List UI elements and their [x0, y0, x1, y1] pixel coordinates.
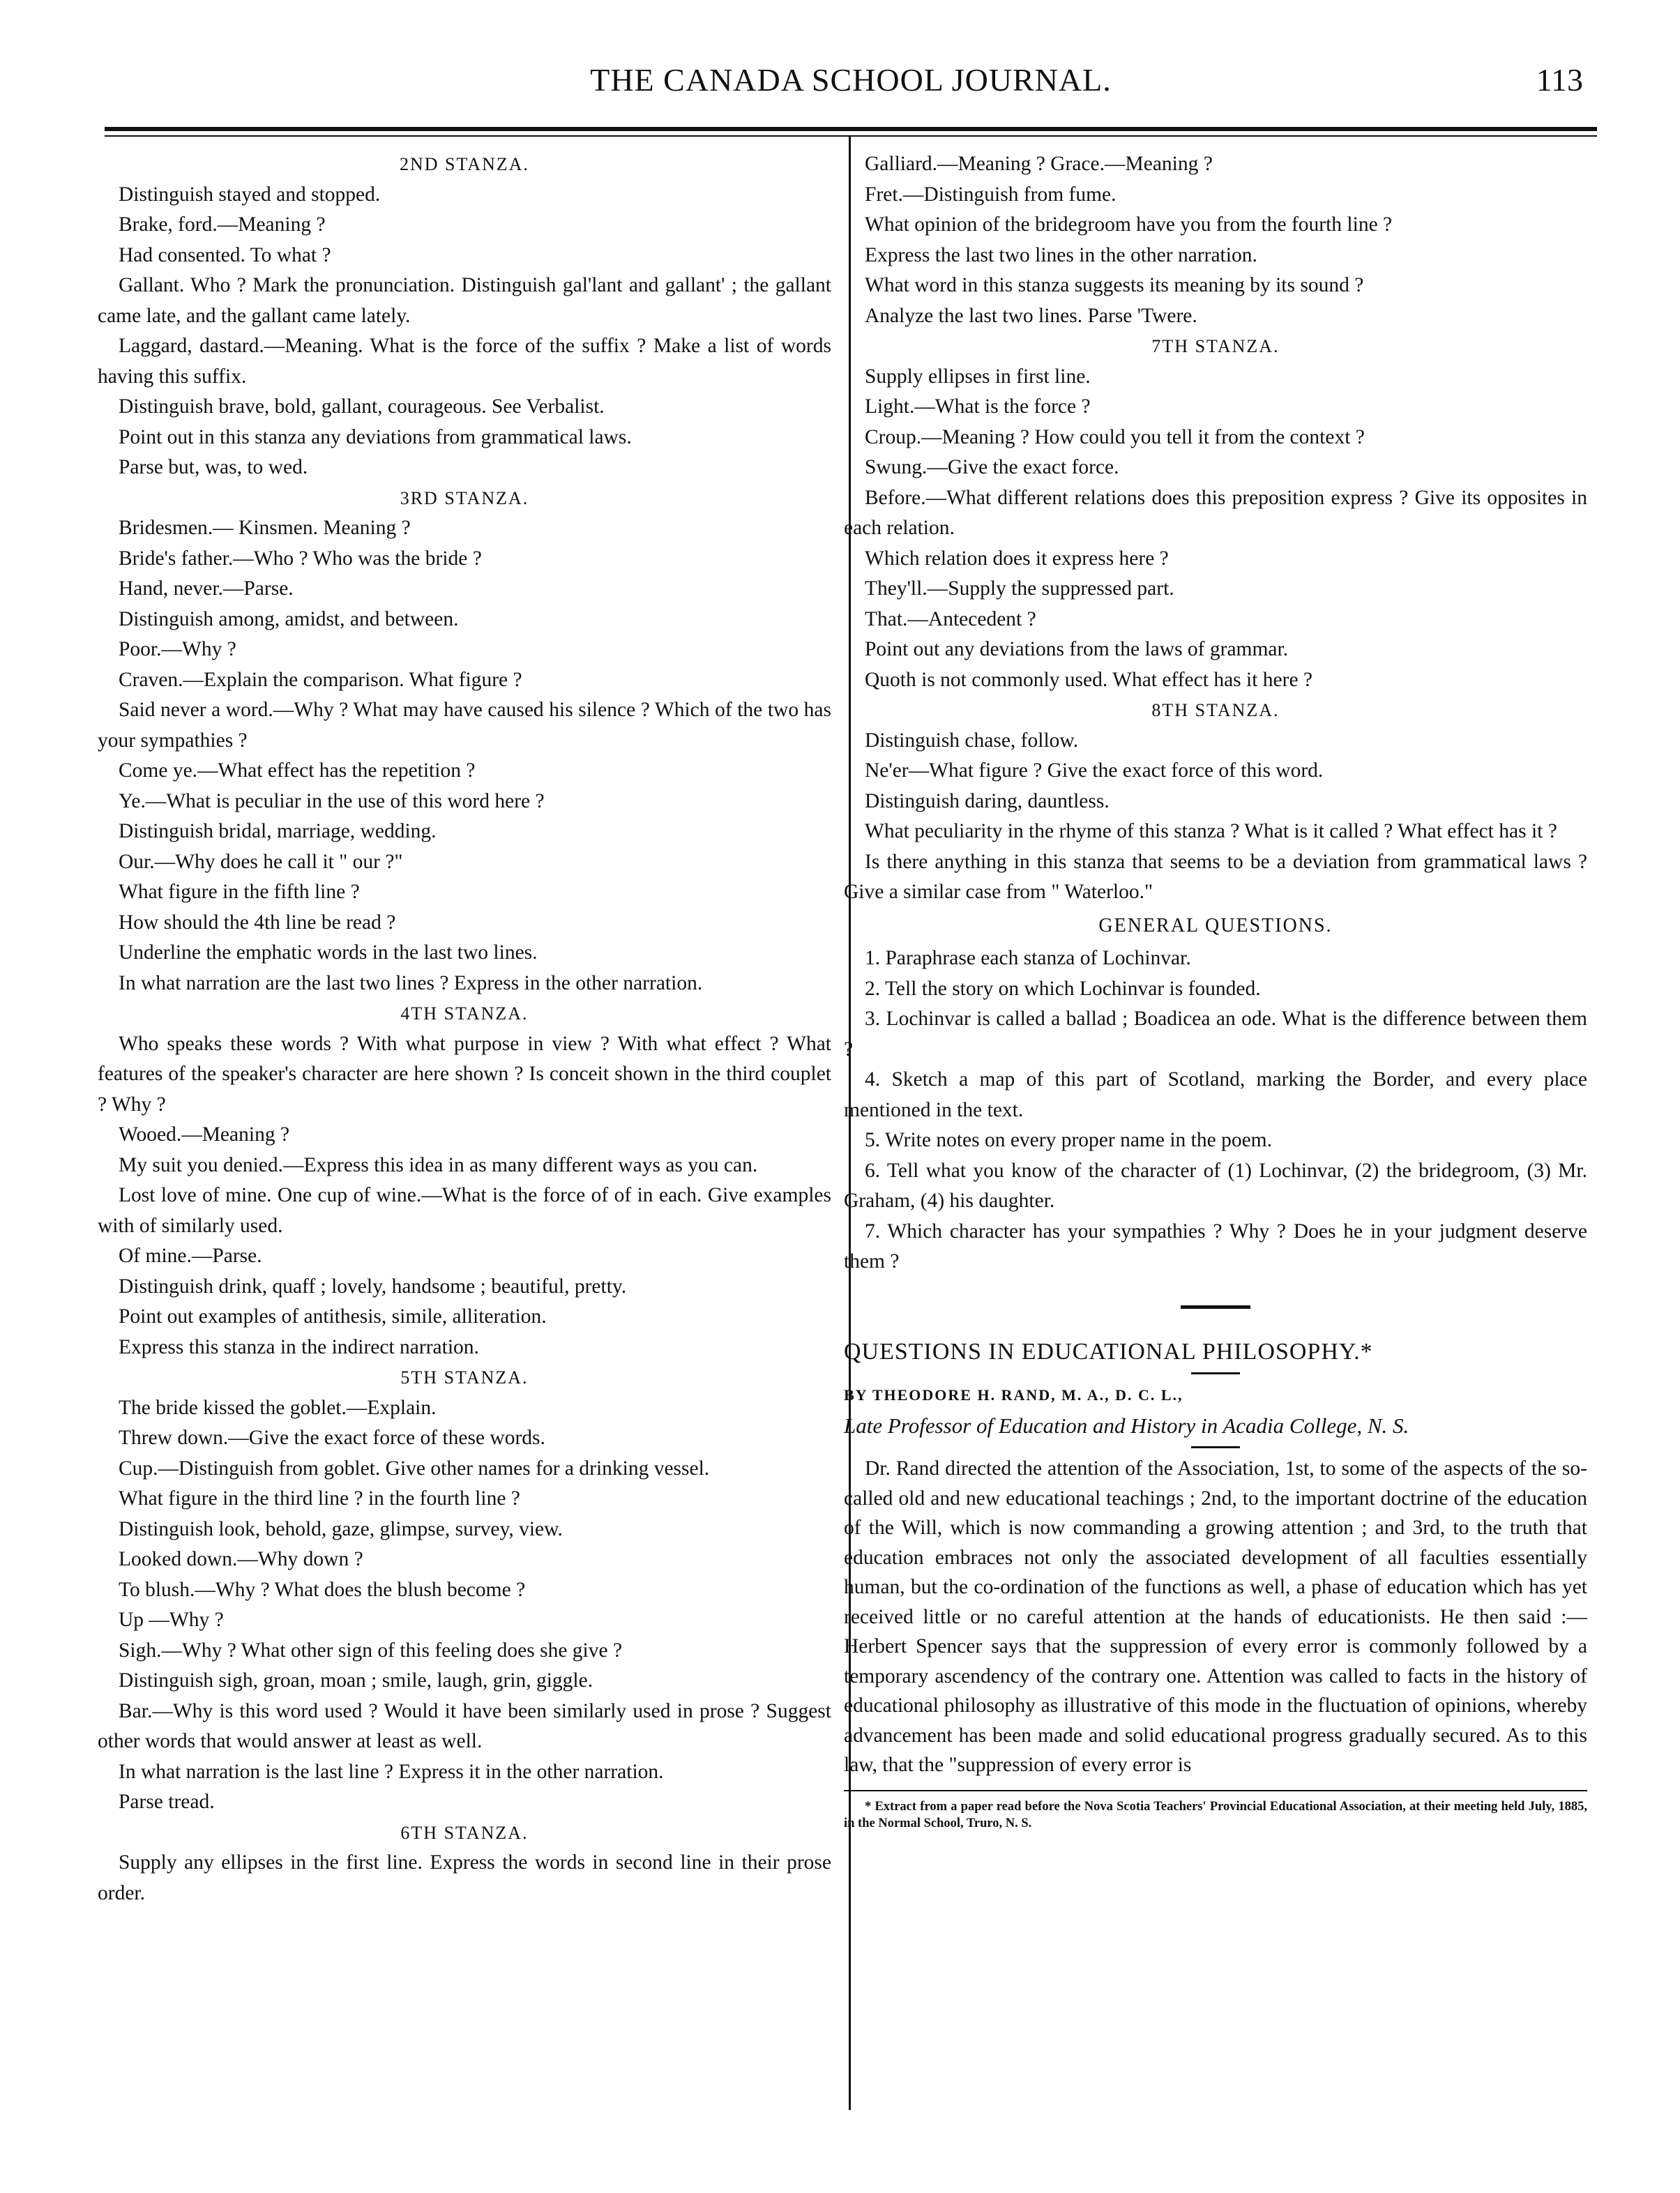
page-number: 113 — [1536, 62, 1583, 98]
stanza-6-heading: 6TH STANZA. — [400, 1822, 529, 1843]
general-question: 7. Which character has your sympathies ? Why ? Does he in your judgment deserve them ? — [844, 1220, 1587, 1273]
stanza-3-question: Distinguish bridal, marriage, wedding. — [119, 820, 437, 842]
stanza-6-question: Galliard.—Meaning ? Grace.—Meaning ? — [865, 153, 1213, 175]
stanza-3-question: Underline the emphatic words in the last two lines. — [119, 941, 538, 964]
left-column — [98, 149, 831, 1909]
stanza-2-question: Distinguish brave, bold, gallant, courageous. See Verbalist. — [119, 395, 605, 418]
page-header — [105, 61, 1597, 110]
article-body: Dr. Rand directed the attention of the Association, 1st, to some of the aspects of the so-called old and new educational teachings ; 2nd, to the important doctrine of the education of the Will, which is now commanding a growing attention ; and 3rd, to the truth that education embraces not only the associated development of all faculties essentially human, but the co-ordination of the functions as well, a phase of education which has yet received little or no careful attention at the hands of educationists. He then said :—Herbert Spencer says that the suppression of every error is commonly followed by a temporary ascendency of the contrary one. Attention was called to facts in the history of educational philosophy as illustrative of this mode in the fluctuation of opinions, whereby advancement has been made and solid educational progress gradually secured. As to this law, that the "suppression of every error is — [844, 1457, 1587, 1776]
stanza-3-question: Ye.—What is peculiar in the use of this word here ? — [119, 789, 545, 812]
stanza-4-question: Distinguish drink, quaff ; lovely, handsome ; beautiful, pretty. — [119, 1275, 627, 1298]
stanza-3-question: What figure in the fifth line ? — [119, 881, 360, 903]
article-footnote: * Extract from a paper read before the Nova Scotia Teachers' Provincial Educational Association, at their meeting held July, 1885, in the Normal School, Truro, N. S. — [844, 1799, 1587, 1830]
stanza-3-question: Come ye.—What effect has the repetition ? — [119, 759, 476, 782]
stanza-2-question: Brake, ford.—Meaning ? — [119, 213, 326, 236]
stanza-3-question: Distinguish among, amidst, and between. — [119, 607, 459, 630]
stanza-8-question: Is there anything in this stanza that seems to be a deviation from grammatical laws ? Give a similar case from " Waterloo." — [844, 850, 1587, 903]
stanza-6-question: Analyze the last two lines. Parse 'Twere. — [865, 304, 1197, 327]
stanza-5-question: To blush.—Why ? What does the blush become ? — [119, 1578, 526, 1601]
stanza-8-heading: 8TH STANZA. — [1151, 700, 1280, 720]
stanza-4-question: Who speaks these words ? With what purpose in view ? With what effect ? What features of the speaker's character are here shown ? Is conceit shown in the third couplet ? Why ? — [98, 1032, 831, 1116]
journal-title: THE CANADA SCHOOL JOURNAL. — [590, 62, 1112, 98]
stanza-3-question: Hand, never.—Parse. — [119, 577, 294, 600]
footnote-rule — [844, 1790, 1587, 1791]
stanza-5-question: Sigh.—Why ? What other sign of this feeling does she give ? — [119, 1639, 623, 1662]
stanza-4-question: Of mine.—Parse. — [119, 1245, 262, 1267]
stanza-4-question: Point out examples of antithesis, simile, alliteration. — [119, 1305, 547, 1328]
general-question: 4. Sketch a map of this part of Scotland, marking the Border, and every place mentioned in the text. — [844, 1068, 1587, 1121]
header-rule-thick — [105, 127, 1597, 131]
stanza-2-question: Laggard, dastard.—Meaning. What is the force of the suffix ? Make a list of words having this suffix. — [98, 335, 831, 388]
stanza-6-question: Supply any ellipses in the first line. Express the words in second line in their prose order. — [98, 1851, 831, 1904]
stanza-5-heading: 5TH STANZA. — [400, 1367, 529, 1388]
general-question: 1. Paraphrase each stanza of Lochinvar. — [865, 947, 1191, 969]
stanza-8-question: Distinguish chase, follow. — [865, 729, 1079, 752]
stanza-3-question: Bridesmen.— Kinsmen. Meaning ? — [119, 517, 411, 539]
stanza-2-heading: 2ND STANZA. — [399, 154, 530, 174]
stanza-4-question: Wooed.—Meaning ? — [119, 1123, 290, 1146]
stanza-5-question: Threw down.—Give the exact force of these words. — [119, 1427, 545, 1449]
stanza-5-question: Bar.—Why is this word used ? Would it have been similarly used in prose ? Suggest other words that would answer at least as well. — [98, 1699, 831, 1752]
stanza-5-question: What figure in the third line ? in the fourth line ? — [119, 1487, 520, 1510]
stanza-7-question: They'll.—Supply the suppressed part. — [865, 577, 1174, 600]
byline-divider — [1191, 1446, 1240, 1448]
stanza-5-question: Parse tread. — [119, 1791, 215, 1813]
stanza-8-question: Distinguish daring, dauntless. — [865, 789, 1110, 812]
stanza-8-question: Ne'er—What figure ? Give the exact force of this word. — [865, 759, 1324, 782]
stanza-5-question: The bride kissed the goblet.—Explain. — [119, 1396, 437, 1419]
stanza-5-question: Cup.—Distinguish from goblet. Give other names for a drinking vessel. — [119, 1457, 710, 1480]
stanza-6-question: Express the last two lines in the other narration. — [865, 243, 1257, 266]
stanza-6-question: Fret.—Distinguish from fume. — [865, 183, 1117, 206]
stanza-5-question: Distinguish look, behold, gaze, glimpse, survey, view. — [119, 1517, 563, 1540]
stanza-4-question: Lost love of mine. One cup of wine.—What is the force of of in each. Give examples with of similarly used. — [98, 1184, 831, 1237]
stanza-7-question: Point out any deviations from the laws of grammar. — [865, 638, 1289, 660]
article-title: QUESTIONS IN EDUCATIONAL PHILOSOPHY.* — [844, 1338, 1373, 1365]
stanza-5-question: Up —Why ? — [119, 1609, 224, 1631]
header-rule-thin — [105, 135, 1597, 137]
stanza-3-question: Craven.—Explain the comparison. What figure ? — [119, 668, 522, 691]
stanza-6-question: What opinion of the bridegroom have you from the fourth line ? — [865, 213, 1393, 236]
stanza-4-heading: 4TH STANZA. — [400, 1003, 529, 1024]
stanza-8-question: What peculiarity in the rhyme of this stanza ? What is it called ? What effect has it ? — [865, 820, 1557, 842]
stanza-7-question: Swung.—Give the exact force. — [865, 456, 1119, 478]
stanza-7-question: Light.—What is the force ? — [865, 395, 1091, 418]
stanza-3-question: Poor.—Why ? — [119, 638, 236, 660]
general-questions-heading: GENERAL QUESTIONS. — [1098, 914, 1333, 936]
section-divider — [1181, 1305, 1250, 1309]
stanza-7-question: Croup.—Meaning ? How could you tell it from the context ? — [865, 425, 1365, 448]
author-affiliation: Late Professor of Education and History in Acadia College, N. S. — [844, 1413, 1409, 1438]
stanza-2-question: Distinguish stayed and stopped. — [119, 183, 381, 206]
general-question: 5. Write notes on every proper name in the poem. — [865, 1129, 1272, 1151]
stanza-3-question: Said never a word.—Why ? What may have caused his silence ? Which of the two has your sympathies ? — [98, 699, 831, 752]
stanza-7-question: Before.—What different relations does this preposition express ? Give its opposites in each relation. — [844, 486, 1587, 539]
general-question: 3. Lochinvar is called a ballad ; Boadicea an ode. What is the difference between them ? — [844, 1008, 1587, 1061]
stanza-7-question: Which relation does it express here ? — [865, 547, 1169, 570]
stanza-2-question: Point out in this stanza any deviations from grammatical laws. — [119, 425, 632, 448]
article-byline: BY THEODORE H. RAND, M. A., D. C. L., — [844, 1386, 1183, 1404]
stanza-7-question: Supply ellipses in first line. — [865, 365, 1091, 388]
stanza-7-heading: 7TH STANZA. — [1151, 336, 1280, 356]
stanza-3-question: How should the 4th line be read ? — [119, 911, 396, 934]
stanza-5-question: Distinguish sigh, groan, moan ; smile, laugh, grin, giggle. — [119, 1669, 593, 1692]
stanza-4-question: My suit you denied.—Express this idea in as many different ways as you can. — [119, 1153, 758, 1176]
stanza-5-question: In what narration is the last line ? Express it in the other narration. — [119, 1760, 664, 1783]
stanza-5-question: Looked down.—Why down ? — [119, 1548, 363, 1570]
stanza-2-question: Had consented. To what ? — [119, 243, 331, 266]
stanza-2-question: Gallant. Who ? Mark the pronunciation. Distinguish gal'lant and gallant' ; the gallant came late, and the gallant came lately. — [98, 274, 831, 327]
stanza-2-question: Parse but, was, to wed. — [119, 456, 308, 478]
stanza-3-question: Bride's father.—Who ? Who was the bride ? — [119, 547, 482, 570]
stanza-3-question: In what narration are the last two lines ? Express in the other narration. — [119, 971, 703, 994]
general-question: 2. Tell the story on which Lochinvar is founded. — [865, 977, 1261, 1000]
stanza-6-question: What word in this stanza suggests its meaning by its sound ? — [865, 274, 1364, 296]
stanza-3-heading: 3RD STANZA. — [400, 487, 529, 508]
stanza-4-question: Express this stanza in the indirect narration. — [119, 1335, 479, 1358]
stanza-7-question: That.—Antecedent ? — [865, 607, 1036, 630]
title-divider — [1191, 1372, 1240, 1374]
stanza-3-question: Our.—Why does he call it " our ?" — [119, 850, 403, 873]
right-column — [844, 149, 1587, 1832]
stanza-7-question: Quoth is not commonly used. What effect has it here ? — [865, 668, 1313, 691]
general-question: 6. Tell what you know of the character of (1) Lochinvar, (2) the bridegroom, (3) Mr. Graham, (4) his daughter. — [844, 1159, 1587, 1212]
